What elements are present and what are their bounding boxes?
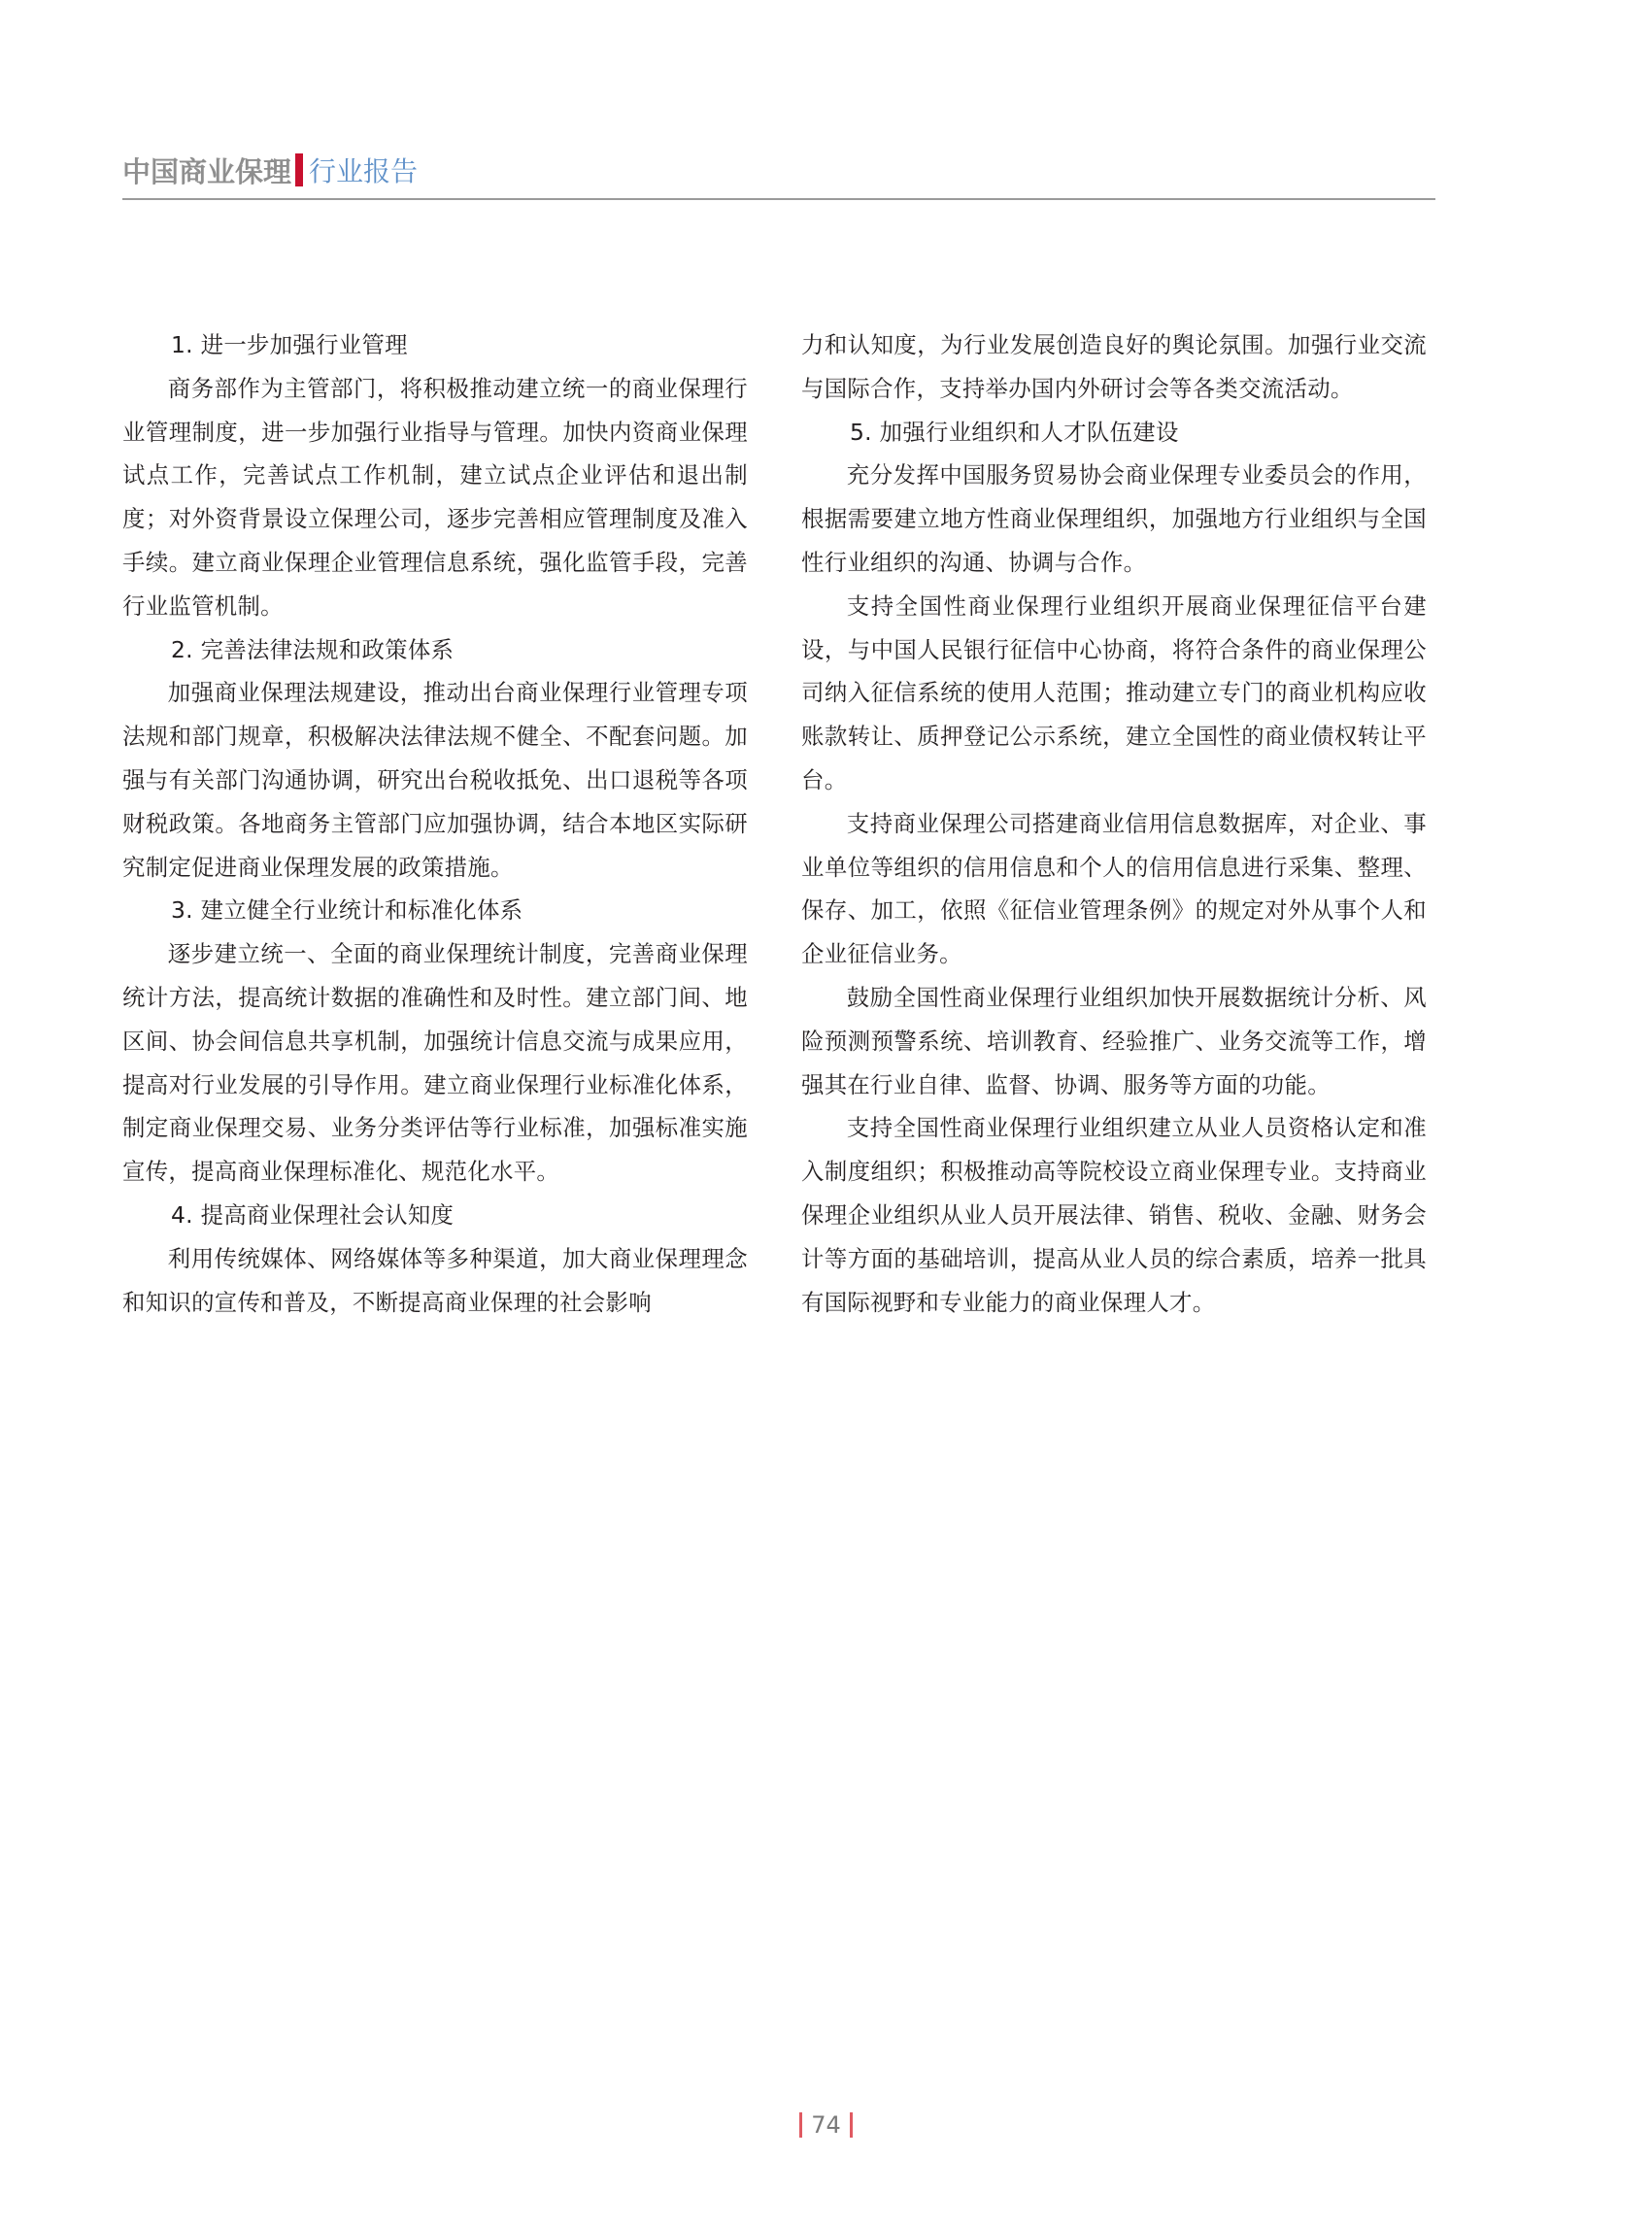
page-number: [0, 2111, 1652, 2139]
page-number-bar-left: [799, 2112, 802, 2138]
paragraph: 充分发挥中国服务贸易协会商业保理专业委员会的作用，根据需要建立地方性商业保理组织，加强地方行业组织与全国性行业组织的沟通、协调与合作。: [801, 461, 1427, 576]
paragraph: 鼓励全国性商业保理行业组织加快开展数据统计分析、风险预测预警系统、培训教育、经验推广、业务交流等工作，增强其在行业自律、监督、协调、服务等方面的功能。: [801, 983, 1427, 1098]
right-column: [801, 323, 1427, 1324]
paragraph-continued: 力和认知度，为行业发展创造良好的舆论氛围。加强行业交流与国际合作，支持举办国内外研讨会等各类交流活动。: [801, 331, 1427, 402]
heading-2: 2. 完善法律法规和政策体系: [171, 635, 455, 663]
heading-5: 5. 加强行业组织和人才队伍建设: [850, 418, 1179, 446]
page-header: [122, 148, 418, 192]
left-column: [122, 323, 748, 1324]
paragraph: 逐步建立统一、全面的商业保理统计制度，完善商业保理统计方法，提高统计数据的准确性和及时性。建立部门间、地区间、协会间信息共享机制，加强统计信息交流与成果应用，提高对行业发展的引导作用。建立商业保理行业标准化体系，制定商业保理交易、业务分类评估等行业标准，加强标准实施宣传，提高商业保理标准化、规范化水平。: [122, 940, 748, 1186]
paragraph: 利用传统媒体、网络媒体等多种渠道，加大商业保理理念和知识的宣传和普及，不断提高商业保理的社会影响: [122, 1244, 748, 1316]
paragraph: 支持商业保理公司搭建商业信用信息数据库，对企业、事业单位等组织的信用信息和个人的信用信息进行采集、整理、保存、加工，依照《征信业管理条例》的规定对外从事个人和企业征信业务。: [801, 809, 1427, 968]
heading-1: 1. 进一步加强行业管理: [171, 331, 408, 358]
heading-3: 3. 建立健全行业统计和标准化体系: [171, 896, 523, 925]
page-number-bar-right: [850, 2112, 853, 2138]
header-divider: [122, 198, 1435, 200]
brand-title: 中国商业保理: [122, 154, 292, 188]
section-title: 行业报告: [309, 155, 419, 187]
paragraph: 商务部作为主管部门，将积极推动建立统一的商业保理行业管理制度，进一步加强行业指导与管理。加快内资商业保理试点工作，完善试点工作机制，建立试点企业评估和退出制度；对外资背景设立保理公司，逐步完善相应管理制度及准入手续。建立商业保理企业管理信息系统，强化监管手段，完善行业监管机制。: [122, 374, 748, 620]
heading-4: 4. 提高商业保理社会认知度: [171, 1200, 455, 1229]
paragraph: 支持全国性商业保理行业组织建立从业人员资格认定和准入制度组织；积极推动高等院校设立商业保理专业。支持商业保理企业组织从业人员开展法律、销售、税收、金融、财务会计等方面的基础培训，提高从业人员的综合素质，培养一批具有国际视野和专业能力的商业保理人才。: [801, 1114, 1427, 1316]
page-number-text: 74: [811, 2111, 841, 2139]
paragraph: 加强商业保理法规建设，推动出台商业保理行业管理专项法规和部门规章，积极解决法律法规不健全、不配套问题。加强与有关部门沟通协调，研究出台税收抵免、出口退税等各项财税政策。各地商务主管部门应加强协调，结合本地区实际研究制定促进商业保理发展的政策措施。: [122, 679, 748, 881]
paragraph: 支持全国性商业保理行业组织开展商业保理征信平台建设，与中国人民银行征信中心协商，将符合条件的商业保理公司纳入征信系统的使用人范围；推动建立专门的商业机构应收账款转让、质押登记公示系统，建立全国性的商业债权转让平台。: [801, 591, 1427, 793]
header-accent-bar: [295, 153, 303, 186]
